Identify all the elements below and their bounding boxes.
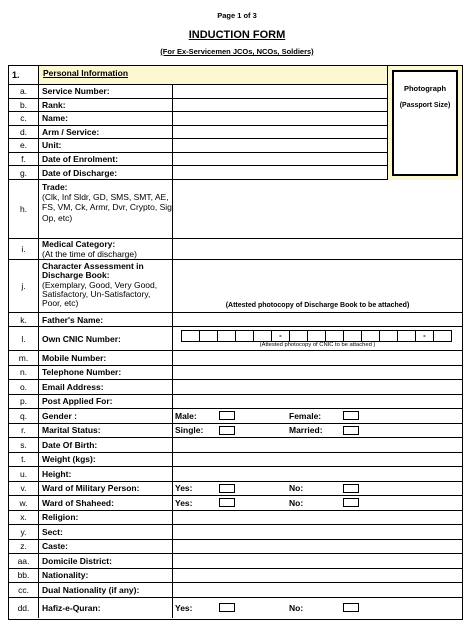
female-checkbox[interactable]	[343, 411, 359, 420]
photograph-frame	[392, 70, 458, 176]
label-telephone-number: Telephone Number:	[39, 366, 173, 380]
section-number: 1.	[9, 66, 39, 84]
row-nationality	[9, 569, 462, 584]
row-num: g.	[9, 166, 39, 179]
label-gender: Gender :	[39, 409, 173, 423]
label-post-applied-for: Post Applied For:	[39, 395, 173, 409]
input-rank[interactable]	[173, 99, 387, 112]
option-yes-label: Yes:	[175, 602, 193, 613]
option-no-box-wrap	[343, 482, 359, 496]
row-hafiz-e-quran	[9, 598, 462, 619]
row-post-applied-for	[9, 395, 462, 410]
input-nationality[interactable]	[173, 569, 462, 583]
option-male	[175, 409, 197, 423]
row-fathers-name	[9, 313, 462, 327]
row-num: s.	[9, 438, 39, 452]
label-arm-service: Arm / Service:	[39, 126, 173, 139]
input-religion[interactable]	[173, 511, 462, 525]
label-caste: Caste:	[39, 540, 173, 554]
option-female	[289, 409, 321, 423]
ward-shaheed-yes-checkbox[interactable]	[219, 498, 235, 507]
cnic-digit-box[interactable]	[217, 330, 236, 342]
option-yes-box-wrap	[219, 598, 235, 619]
label-cnic: Own CNIC Number:	[39, 327, 173, 350]
row-num: y.	[9, 525, 39, 539]
row-num: w.	[9, 496, 39, 510]
label-date-of-discharge: Date of Discharge:	[39, 166, 173, 179]
ward-shaheed-no-checkbox[interactable]	[343, 498, 359, 507]
cnic-digit-box[interactable]	[289, 330, 308, 342]
row-date-of-birth	[9, 438, 462, 453]
row-character-assessment	[9, 260, 462, 313]
row-mobile-number	[9, 351, 462, 366]
option-yes	[175, 598, 193, 619]
label-religion: Religion:	[39, 511, 173, 525]
option-yes	[175, 496, 193, 510]
label-sect: Sect:	[39, 525, 173, 539]
row-height	[9, 467, 462, 482]
row-num: v.	[9, 482, 39, 496]
label-character-assessment-hint: (Exemplary, Good, Very Good, Satisfactory, Un-Satisfactory, Poor, etc)	[42, 279, 158, 309]
label-character-assessment	[39, 260, 173, 312]
row-marital-status	[9, 424, 462, 439]
row-num: o.	[9, 380, 39, 394]
option-yes-label: Yes:	[175, 497, 193, 508]
input-dual-nationality[interactable]	[173, 583, 462, 597]
label-nationality: Nationality:	[39, 569, 173, 583]
input-height[interactable]	[173, 467, 462, 481]
row-trade	[9, 180, 462, 239]
photograph-size-label: (Passport Size)	[399, 102, 451, 109]
label-ward-of-military-person: Ward of Military Person:	[39, 482, 173, 496]
option-married-box-wrap	[343, 424, 359, 438]
row-ward-of-shaheed	[9, 496, 462, 511]
label-date-of-birth: Date Of Birth:	[39, 438, 173, 452]
cnic-digit-box[interactable]	[307, 330, 326, 342]
label-domicile-district: Domicile District:	[39, 554, 173, 568]
label-service-number: Service Number:	[39, 85, 173, 98]
cnic-digit-box[interactable]	[325, 330, 344, 342]
option-married	[289, 424, 323, 438]
row-sect	[9, 525, 462, 540]
option-male-box-wrap	[219, 409, 235, 423]
option-yes-label: Yes:	[175, 483, 193, 494]
input-medical-category[interactable]	[173, 239, 462, 259]
cnic-separator: -	[271, 330, 290, 342]
row-num: b.	[9, 99, 39, 112]
row-num: x.	[9, 511, 39, 525]
row-medical-category	[9, 239, 462, 260]
label-mobile-number: Mobile Number:	[39, 351, 173, 365]
input-date-of-discharge[interactable]	[173, 166, 387, 179]
cnic-note: (Attested photocopy of CNIC to be attached )	[259, 342, 376, 348]
cnic-digit-box[interactable]	[343, 330, 362, 342]
label-ward-of-shaheed: Ward of Shaheed:	[39, 496, 173, 510]
input-domicile-district[interactable]	[173, 554, 462, 568]
input-unit[interactable]	[173, 139, 387, 152]
induction-form-table	[8, 65, 463, 620]
row-telephone-number	[9, 366, 462, 381]
row-num: bb.	[9, 569, 39, 583]
ward-military-yes-checkbox[interactable]	[219, 484, 235, 493]
option-no-label: No:	[289, 602, 304, 613]
ward-military-no-checkbox[interactable]	[343, 484, 359, 493]
hafiz-no-checkbox[interactable]	[343, 603, 359, 612]
input-sect[interactable]	[173, 525, 462, 539]
row-num: i.	[9, 239, 39, 259]
input-telephone-number[interactable]	[173, 366, 462, 380]
label-trade-hint: (Clk, Inf Sldr, GD, SMS, SMT, AE, FS, VM, Ck, Armr, Dvr, Crypto, Sig Op, etc)	[42, 192, 172, 223]
option-female-label: Female:	[289, 410, 322, 421]
input-fathers-name[interactable]	[173, 313, 462, 326]
row-ward-of-military-person	[9, 482, 462, 497]
row-religion	[9, 511, 462, 526]
row-gender	[9, 409, 462, 424]
row-num: m.	[9, 351, 39, 365]
row-num: dd.	[9, 598, 39, 619]
cnic-digit-box[interactable]	[361, 330, 380, 342]
input-weight[interactable]	[173, 453, 462, 467]
label-fathers-name: Father's Name:	[39, 313, 173, 326]
row-num: q.	[9, 409, 39, 423]
cnic-digit-box[interactable]	[181, 330, 200, 342]
row-num: cc.	[9, 583, 39, 597]
input-trade[interactable]	[173, 180, 462, 238]
label-rank: Rank:	[39, 99, 173, 112]
page-number: Page 1 of 3	[217, 11, 257, 20]
row-domicile-district	[9, 554, 462, 569]
row-num: a.	[9, 85, 39, 98]
option-single	[175, 424, 203, 438]
input-mobile-number[interactable]	[173, 351, 462, 365]
row-num: p.	[9, 395, 39, 409]
row-num: h.	[9, 180, 39, 238]
row-num: e.	[9, 139, 39, 152]
row-num: n.	[9, 366, 39, 380]
input-name[interactable]	[173, 112, 387, 125]
form-title: INDUCTION FORM	[188, 29, 286, 41]
label-height: Height:	[39, 467, 173, 481]
option-yes	[175, 482, 193, 496]
cnic-digit-box[interactable]	[397, 330, 416, 342]
option-no-label: No:	[289, 497, 304, 508]
section-title: Personal Information	[39, 66, 387, 84]
option-female-box-wrap	[343, 409, 359, 423]
option-no-label: No:	[289, 483, 304, 494]
input-arm-service[interactable]	[173, 126, 387, 139]
row-num: r.	[9, 424, 39, 438]
row-caste	[9, 540, 462, 555]
option-yes-box-wrap	[219, 482, 235, 496]
row-num: c.	[9, 112, 39, 125]
label-dual-nationality: Dual Nationality (if any):	[39, 583, 173, 597]
label-character-assessment-title: Character Assessment in Discharge Book:	[42, 261, 144, 281]
option-no-box-wrap	[343, 598, 359, 619]
input-date-of-birth[interactable]	[173, 438, 462, 452]
row-num: l.	[9, 327, 39, 350]
cnic-digit-box[interactable]	[433, 330, 452, 342]
option-yes-box-wrap	[219, 496, 235, 510]
option-no	[289, 598, 303, 619]
male-checkbox[interactable]	[219, 411, 235, 420]
row-email-address	[9, 380, 462, 395]
label-trade-title: Trade:	[42, 182, 68, 192]
row-num: u.	[9, 467, 39, 481]
cnic-digit-boxes	[181, 330, 451, 342]
cnic-digit-box[interactable]	[199, 330, 218, 342]
option-no	[289, 482, 303, 496]
row-dual-nationality	[9, 583, 462, 598]
row-num: aa.	[9, 554, 39, 568]
row-num: f.	[9, 153, 39, 166]
input-caste[interactable]	[173, 540, 462, 554]
hafiz-yes-checkbox[interactable]	[219, 603, 235, 612]
label-medical-category-title: Medical Category:	[42, 239, 116, 249]
option-single-label: Single:	[175, 425, 204, 436]
option-no-box-wrap	[343, 496, 359, 510]
input-post-applied-for[interactable]	[173, 395, 462, 409]
photograph-label: Photograph	[403, 84, 447, 93]
photograph-box[interactable]	[387, 66, 462, 180]
input-date-of-enrolment[interactable]	[173, 153, 387, 166]
row-num: j.	[9, 260, 39, 312]
option-married-label: Married:	[289, 425, 323, 436]
input-service-number[interactable]	[173, 85, 387, 98]
row-num: k.	[9, 313, 39, 326]
label-name: Name:	[39, 112, 173, 125]
cnic-digit-box[interactable]	[379, 330, 398, 342]
label-marital-status: Marital Status:	[39, 424, 173, 438]
label-weight: Weight (kgs):	[39, 453, 173, 467]
cnic-separator: -	[415, 330, 434, 342]
married-checkbox[interactable]	[343, 426, 359, 435]
row-weight	[9, 453, 462, 468]
option-no	[289, 496, 303, 510]
label-medical-category-hint: (At the time of discharge)	[42, 248, 137, 259]
row-num: t.	[9, 453, 39, 467]
discharge-book-note: (Attested photocopy of Discharge Book to be attached)	[225, 302, 410, 309]
option-male-label: Male:	[175, 410, 197, 421]
label-medical-category	[39, 239, 173, 259]
row-cnic	[9, 327, 462, 351]
form-subtitle: (For Ex-Servicemen JCOs, NCOs, Soldiers)	[160, 47, 314, 56]
option-single-box-wrap	[219, 424, 235, 438]
label-unit: Unit:	[39, 139, 173, 152]
cnic-digit-box[interactable]	[235, 330, 254, 342]
label-date-of-enrolment: Date of Enrolment:	[39, 153, 173, 166]
label-hafiz-e-quran: Hafiz-e-Quran:	[39, 598, 173, 619]
row-num: d.	[9, 126, 39, 139]
cnic-digit-box[interactable]	[253, 330, 272, 342]
single-checkbox[interactable]	[219, 426, 235, 435]
label-trade	[39, 180, 173, 238]
label-email-address: Email Address:	[39, 380, 173, 394]
input-email-address[interactable]	[173, 380, 462, 394]
row-num: z.	[9, 540, 39, 554]
